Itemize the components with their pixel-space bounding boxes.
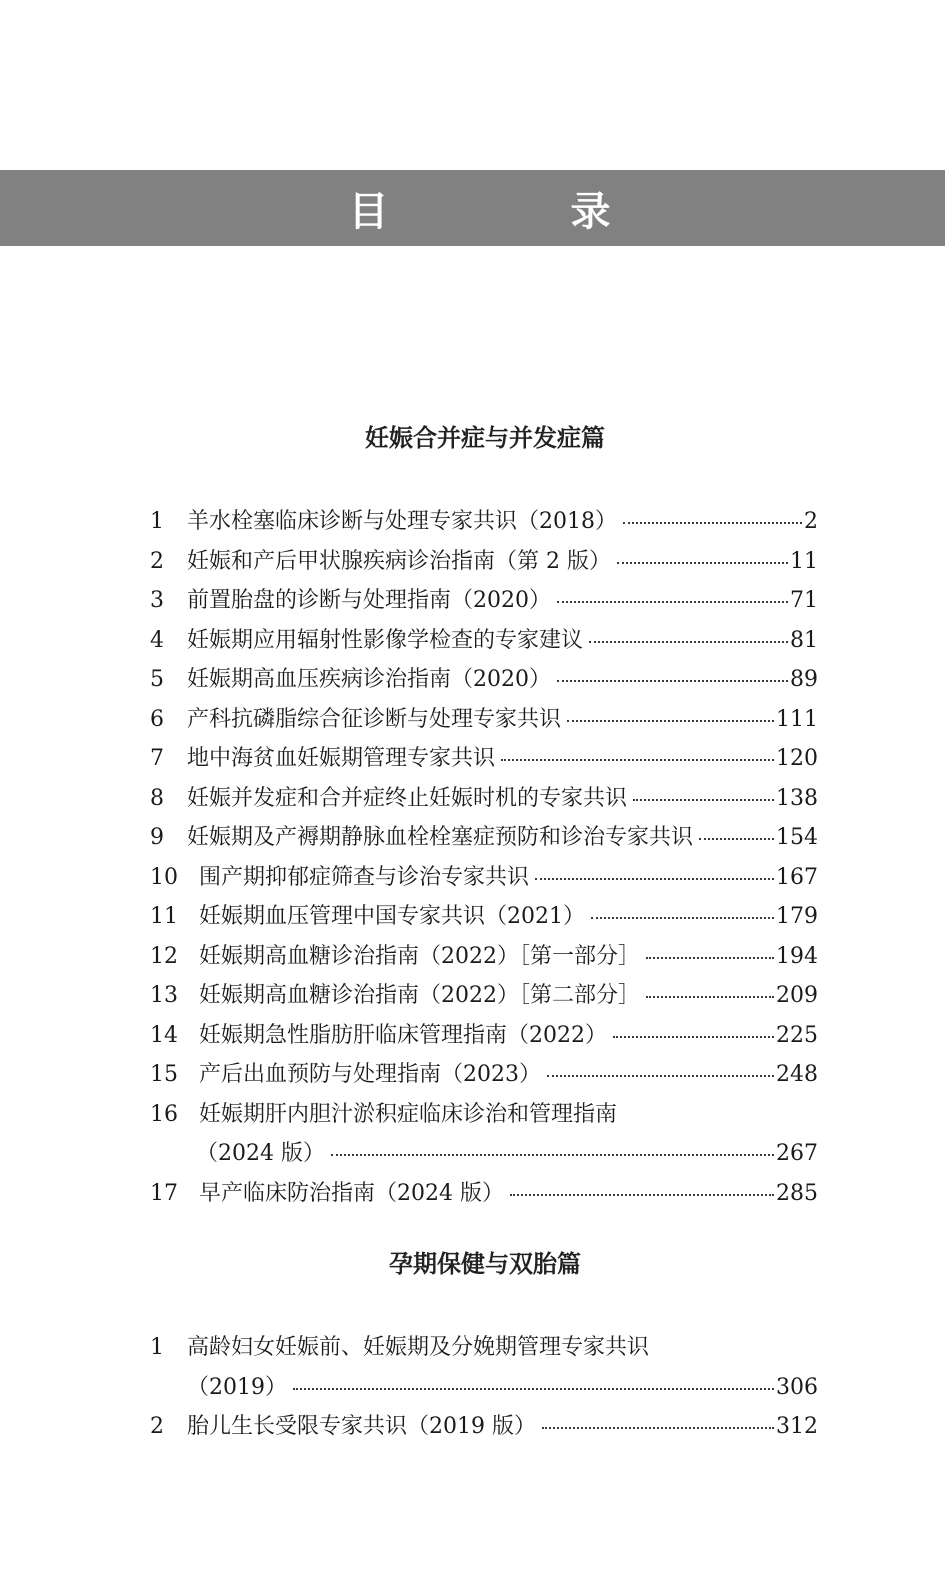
entry-page-number: 194 — [776, 943, 818, 969]
entry-title: 产科抗磷脂综合征诊断与处理专家共识 — [187, 706, 562, 732]
page-title: 目 录 — [348, 188, 695, 235]
entry-title: 妊娠期高血压疾病诊治指南（2020） — [187, 667, 551, 692]
leader-dots — [547, 1075, 774, 1077]
leader-dots — [501, 759, 774, 761]
entry-number: 2 — [150, 548, 164, 574]
entry-page-number: 225 — [776, 1022, 818, 1048]
leader-dots — [293, 1388, 774, 1390]
toc-entry[interactable] — [150, 1095, 818, 1135]
entry-title: 产后出血预防与处理指南（2023） — [199, 1062, 541, 1087]
toc-entry[interactable] — [150, 660, 818, 700]
entry-title: 地中海贫血妊娠期管理专家共识 — [187, 746, 496, 771]
entry-page-number: 120 — [776, 746, 818, 771]
toc-list — [150, 1328, 818, 1447]
leader-dots — [510, 1194, 774, 1196]
leader-dots — [567, 720, 774, 722]
toc-entry[interactable] — [150, 1055, 818, 1095]
leader-dots — [591, 917, 774, 919]
entry-page-number: 81 — [790, 627, 818, 653]
entry-number: 1 — [150, 1335, 164, 1360]
toc-entry[interactable] — [150, 700, 818, 740]
toc-entry-continuation[interactable] — [150, 1368, 818, 1408]
leader-dots — [646, 996, 774, 998]
entry-page-number: 2 — [804, 509, 818, 534]
entry-number: 8 — [150, 785, 164, 811]
leader-dots — [542, 1427, 774, 1429]
entry-title: 妊娠期肝内胆汁淤积症临床诊治和管理指南 — [199, 1101, 618, 1127]
toc-entry[interactable] — [150, 581, 818, 621]
entry-title: 妊娠期高血糖诊治指南（2022）［第一部分］ — [199, 943, 640, 969]
leader-dots — [589, 641, 788, 643]
entry-title: 早产临床防治指南（2024 版） — [199, 1180, 504, 1206]
entry-page-number: 154 — [776, 825, 818, 850]
entry-page-number: 285 — [776, 1180, 818, 1206]
entry-page-number: 209 — [776, 983, 818, 1008]
title-banner — [0, 170, 945, 246]
entry-number: 3 — [150, 588, 164, 613]
entry-number: 7 — [150, 746, 164, 771]
entry-number: 11 — [150, 904, 178, 929]
toc-entry[interactable] — [150, 818, 818, 858]
toc-entry[interactable] — [150, 502, 818, 542]
toc-entry[interactable] — [150, 976, 818, 1016]
entry-number: 4 — [150, 627, 164, 653]
leader-dots — [557, 680, 788, 682]
toc-entry-continuation[interactable] — [150, 1134, 818, 1174]
toc-entry[interactable] — [150, 897, 818, 937]
section-prenatal-care — [150, 1244, 818, 1447]
entry-number: 13 — [150, 983, 178, 1008]
leader-dots — [535, 878, 774, 880]
section-title: 孕期保健与双胎篇 — [389, 1250, 581, 1278]
entry-number: 10 — [150, 864, 178, 890]
leader-dots — [623, 522, 802, 524]
leader-dots — [699, 838, 774, 840]
entry-title: 妊娠期应用辐射性影像学检查的专家建议 — [187, 627, 584, 653]
entry-title: 前置胎盘的诊断与处理指南（2020） — [187, 588, 551, 613]
entry-number: 12 — [150, 943, 178, 969]
entry-number: 1 — [150, 509, 164, 534]
entry-title-continued: （2024 版） — [196, 1141, 325, 1166]
toc-entry[interactable] — [150, 621, 818, 661]
entry-page-number: 71 — [790, 588, 818, 613]
leader-dots — [613, 1036, 774, 1038]
entry-title: 妊娠和产后甲状腺疾病诊治指南（第 2 版） — [187, 548, 611, 574]
toc-list — [150, 502, 818, 1213]
section-complications — [150, 418, 818, 1213]
toc-entry[interactable] — [150, 542, 818, 582]
leader-dots — [557, 601, 788, 603]
toc-entry[interactable] — [150, 1016, 818, 1056]
entry-page-number: 179 — [776, 904, 818, 929]
entry-title-continued: （2019） — [187, 1374, 287, 1400]
entry-page-number: 306 — [776, 1374, 818, 1400]
toc-entry[interactable] — [150, 779, 818, 819]
entry-title: 胎儿生长受限专家共识（2019 版） — [187, 1414, 536, 1439]
entry-title: 围产期抑郁症筛查与诊治专家共识 — [199, 864, 530, 890]
entry-page-number: 312 — [776, 1414, 818, 1439]
entry-title: 妊娠期高血糖诊治指南（2022）［第二部分］ — [199, 983, 640, 1008]
entry-title: 羊水栓塞临床诊断与处理专家共识（2018） — [187, 509, 617, 534]
leader-dots — [633, 799, 774, 801]
entry-number: 2 — [150, 1414, 164, 1439]
entry-number: 15 — [150, 1062, 178, 1087]
toc-entry[interactable] — [150, 858, 818, 898]
section-title: 妊娠合并症与并发症篇 — [365, 424, 605, 452]
entry-number: 16 — [150, 1101, 178, 1127]
toc-entry[interactable] — [150, 1407, 818, 1447]
entry-title: 妊娠并发症和合并症终止妊娠时机的专家共识 — [187, 785, 628, 811]
entry-number: 14 — [150, 1022, 178, 1048]
entry-number: 9 — [150, 825, 164, 850]
toc-entry[interactable] — [150, 1174, 818, 1214]
toc-entry[interactable] — [150, 739, 818, 779]
leader-dots — [646, 957, 774, 959]
leader-dots — [617, 562, 788, 564]
toc-entry[interactable] — [150, 1328, 818, 1368]
entry-title: 高龄妇女妊娠前、妊娠期及分娩期管理专家共识 — [187, 1335, 650, 1360]
toc-entry[interactable] — [150, 937, 818, 977]
entry-page-number: 89 — [790, 667, 818, 692]
entry-page-number: 248 — [776, 1062, 818, 1087]
entry-number: 6 — [150, 706, 164, 732]
entry-page-number: 138 — [776, 785, 818, 811]
entry-title: 妊娠期及产褥期静脉血栓栓塞症预防和诊治专家共识 — [187, 825, 694, 850]
leader-dots — [331, 1154, 774, 1156]
entry-title: 妊娠期血压管理中国专家共识（2021） — [199, 904, 585, 929]
entry-page-number: 267 — [776, 1141, 818, 1166]
entry-page-number: 11 — [790, 548, 818, 574]
entry-number: 5 — [150, 667, 164, 692]
entry-title: 妊娠期急性脂肪肝临床管理指南（2022） — [199, 1022, 607, 1048]
entry-page-number: 167 — [776, 864, 818, 890]
entry-page-number: 111 — [776, 706, 818, 732]
entry-number: 17 — [150, 1180, 178, 1206]
